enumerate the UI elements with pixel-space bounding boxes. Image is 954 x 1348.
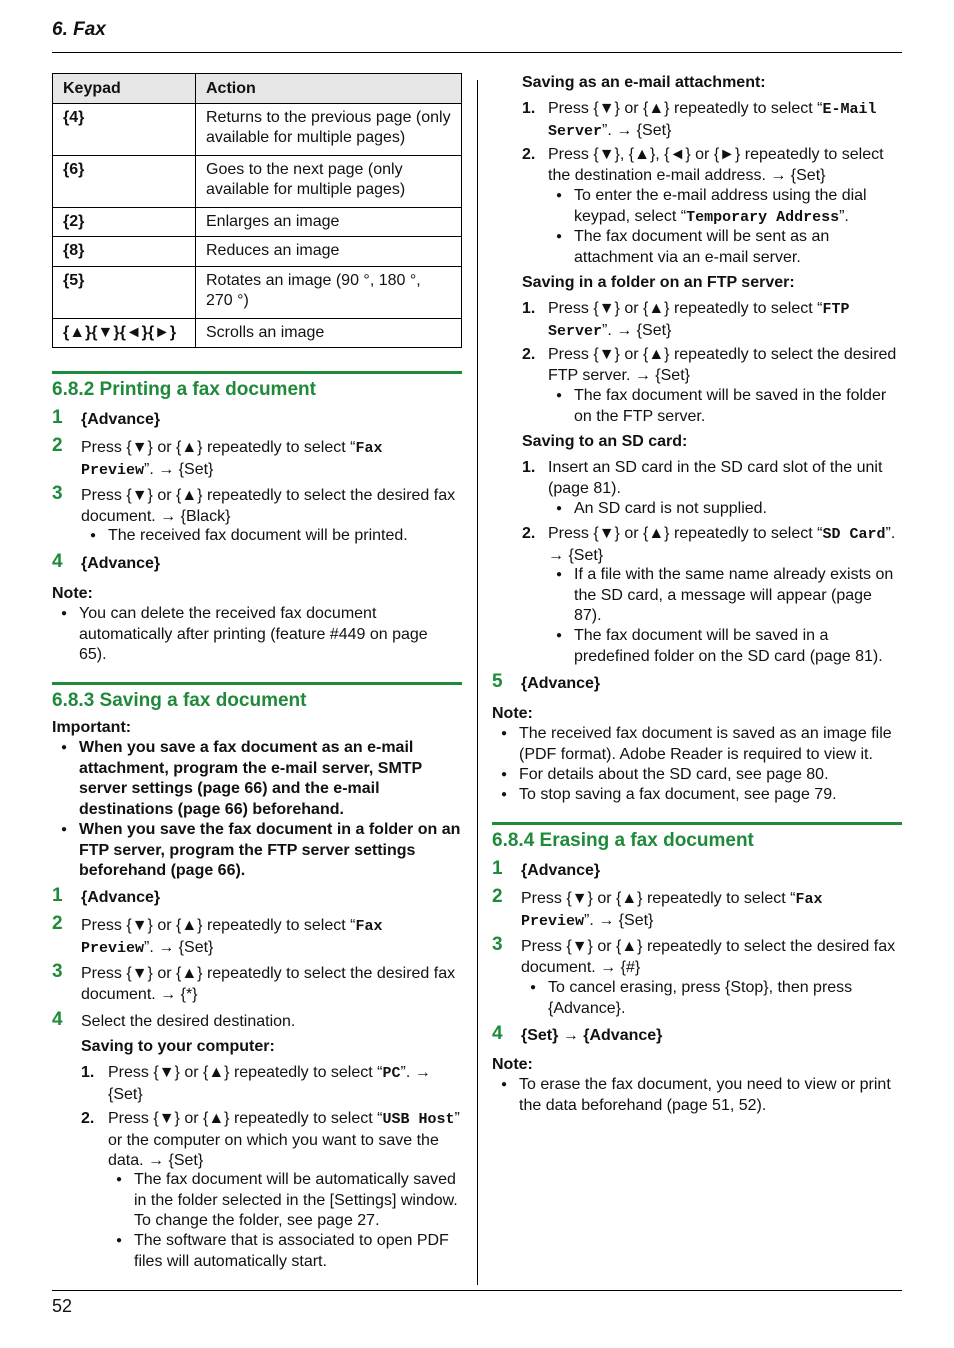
sd-bullet-2: ● If a file with the same name already exists on the SD card, a message will appear (page 87).	[574, 565, 902, 627]
substep-post: ”. → {Set}	[108, 1064, 431, 1103]
substep-text: Insert an SD card in the SD card slot of the unit (page 81).	[548, 459, 883, 497]
substep-number: 2.	[522, 146, 536, 163]
table-cell-key: {▲}{▼}{◄}{►}	[53, 318, 196, 348]
substep-pre: Press {▼} or {▲} repeatedly to select “	[548, 100, 823, 117]
saving-note-3: ● To stop saving a fax document, see page 79.	[519, 785, 902, 806]
saving-note-label: Note:	[492, 705, 533, 722]
substep-text	[108, 1109, 462, 1172]
step-text: {Set} → {Advance}	[521, 1027, 663, 1044]
column-divider	[477, 80, 478, 1285]
section-title-printing: 6.8.2 Printing a fax document	[52, 371, 462, 402]
keypad-action-table	[52, 73, 462, 348]
saving-note-1: ● The received fax document is saved as an image file (PDF format). Adobe Reader is required to view it.	[519, 724, 902, 765]
step-number: 3	[52, 961, 63, 982]
step-number: 2	[492, 886, 503, 907]
header-rule	[52, 52, 902, 53]
substep-number: 2.	[522, 346, 536, 363]
step-number: 5	[492, 671, 503, 692]
step-text-post: ”. → {Set}	[144, 938, 214, 956]
page-section-header: 6. Fax	[52, 19, 106, 40]
section-title-erasing: 6.8.4 Erasing a fax document	[492, 822, 902, 853]
section-title-saving: 6.8.3 Saving a fax document	[52, 682, 462, 713]
step-number: 4	[492, 1023, 503, 1044]
substep-number: 1.	[81, 1064, 95, 1081]
important-item-2: ● When you save the fax document in a folder on an FTP server, program the FTP server settings beforehand (page 66).	[79, 820, 462, 882]
table-cell-key: {8}	[53, 237, 196, 267]
menu-name: USB Host	[382, 1111, 455, 1128]
table-cell-action: Scrolls an image	[196, 318, 462, 348]
email-bullet-2: ● The fax document will be sent as an attachment via an e-mail server.	[574, 227, 902, 268]
step-number: 2	[52, 913, 63, 934]
erasing-step-3-bullet: ● To cancel erasing, press {Stop}, then press {Advance}.	[548, 978, 902, 1019]
table-cell-key: {2}	[53, 207, 196, 237]
table-row	[53, 237, 462, 267]
step-text	[81, 916, 461, 959]
substep-text: Press {▼}, {▲}, {◄} or {►} repeatedly to select the destination e-mail address. → {Set}	[548, 146, 884, 184]
step-text-pre: Press {▼} or {▲} repeatedly to select “	[81, 439, 356, 456]
step-text: Press {▼} or {▲} repeatedly to select the desired fax document. → {*}	[81, 965, 456, 1003]
menu-name: Fax Preview	[81, 918, 383, 957]
step-number: 1	[52, 407, 63, 428]
menu-name: Temporary Address	[686, 208, 840, 226]
ftp-bullet-1: ● The fax document will be saved in the folder on the FTP server.	[574, 386, 902, 427]
table-cell-action: Rotates an image (90 °, 180 °, 270 °)	[196, 266, 462, 318]
table-cell-action: Enlarges an image	[196, 207, 462, 237]
step-number: 1	[492, 858, 503, 879]
table-row	[53, 155, 462, 207]
saving-email-label: Saving as an e-mail attachment:	[522, 74, 766, 91]
table-header-action: Action	[196, 74, 462, 104]
footer-rule	[52, 1290, 902, 1291]
erasing-note-label: Note:	[492, 1056, 533, 1073]
step-text: {Advance}	[521, 675, 601, 692]
bullet-post: ”.	[839, 207, 849, 225]
substep-number: 2.	[81, 1110, 95, 1127]
printing-note: ● You can delete the received fax document automatically after printing (feature #449 on page 65).	[79, 604, 459, 666]
printing-step-3-bullet: ● The received fax document will be printed.	[108, 526, 462, 547]
step-text: Press {▼} or {▲} repeatedly to select the desired fax document. → {Black}	[81, 487, 456, 525]
menu-name: SD Card	[822, 526, 886, 543]
saving-sd-label: Saving to an SD card:	[522, 433, 688, 450]
step-text-post: ”. → {Set}	[144, 460, 214, 478]
substep-post: ”. → {Set}	[548, 525, 896, 564]
substep-pre: Press {▼} or {▲} repeatedly to select “	[548, 300, 823, 317]
table-cell-action: Reduces an image	[196, 237, 462, 267]
step-number: 3	[52, 483, 63, 504]
substep-text	[108, 1063, 462, 1105]
substep-post: ” or the computer on which you want to save the data. → {Set}	[108, 1110, 460, 1169]
bullet-pre: To enter the e-mail address using the dial keypad, select “	[574, 187, 867, 225]
computer-bullet-2: ● The software that is associated to open PDF files will automatically start.	[134, 1231, 462, 1272]
menu-name: E-Mail Server	[548, 101, 877, 140]
substep-post: ”. → {Set}	[602, 321, 672, 339]
printing-note-label: Note:	[52, 585, 93, 602]
step-number: 1	[52, 885, 63, 906]
step-text: Select the desired destination.	[81, 1013, 296, 1030]
table-row	[53, 318, 462, 348]
step-text-pre: Press {▼} or {▲} repeatedly to select “	[521, 890, 796, 907]
table-cell-key: {5}	[53, 266, 196, 318]
email-bullet-1	[574, 186, 902, 228]
step-number: 4	[52, 1009, 63, 1030]
substep-number: 1.	[522, 300, 536, 317]
step-text	[81, 438, 461, 481]
table-header-keypad: Keypad	[53, 74, 196, 104]
substep-pre: Press {▼} or {▲} repeatedly to select “	[548, 525, 823, 542]
substep-text	[548, 524, 902, 566]
saving-note-2: ● For details about the SD card, see page 80.	[519, 765, 902, 786]
saving-ftp-label: Saving in a folder on an FTP server:	[522, 274, 795, 291]
table-cell-action: Goes to the next page (only available for multiple pages)	[196, 155, 462, 207]
substep-number: 2.	[522, 525, 536, 542]
step-text: {Advance}	[81, 411, 161, 428]
menu-name: Fax Preview	[81, 440, 383, 479]
menu-name: PC	[382, 1065, 401, 1082]
substep-text	[548, 299, 902, 342]
substep-pre: Press {▼} or {▲} repeatedly to select “	[108, 1064, 383, 1081]
table-row	[53, 266, 462, 318]
table-cell-key: {4}	[53, 103, 196, 155]
table-row	[53, 103, 462, 155]
step-text: {Advance}	[81, 555, 161, 572]
step-text	[521, 889, 901, 932]
substep-pre: Press {▼} or {▲} repeatedly to select “	[108, 1110, 383, 1127]
menu-name: Fax Preview	[521, 891, 823, 930]
important-label: Important:	[52, 719, 132, 736]
step-text: {Advance}	[81, 889, 161, 906]
computer-bullet-1: ● The fax document will be automatically saved in the folder selected in the [Settings] window. To change the folder, see page 27.	[134, 1170, 462, 1232]
step-text-post: ”. → {Set}	[584, 911, 654, 929]
step-text-pre: Press {▼} or {▲} repeatedly to select “	[81, 917, 356, 934]
erasing-note: ● To erase the fax document, you need to view or print the data beforehand (page 51, 52).	[519, 1075, 902, 1116]
step-number: 2	[52, 435, 63, 456]
table-cell-key: {6}	[53, 155, 196, 207]
substep-number: 1.	[522, 459, 536, 476]
step-text: {Advance}	[521, 862, 601, 879]
important-item-1: ● When you save a fax document as an e-mail attachment, program the e-mail server, SMTP server settings (page 66) and the e-mail destinations (page 66) beforehand.	[79, 738, 462, 820]
substep-text	[548, 99, 902, 142]
sd-bullet-1: ● An SD card is not supplied.	[574, 499, 902, 520]
saving-computer-label: Saving to your computer:	[81, 1038, 275, 1055]
table-row	[53, 207, 462, 237]
substep-number: 1.	[522, 100, 536, 117]
sd-bullet-3: ● The fax document will be saved in a predefined folder on the SD card (page 81).	[574, 626, 902, 667]
substep-post: ”. → {Set}	[602, 121, 672, 139]
step-number: 3	[492, 934, 503, 955]
table-cell-action: Returns to the previous page (only available for multiple pages)	[196, 103, 462, 155]
substep-text: Press {▼} or {▲} repeatedly to select the desired FTP server. → {Set}	[548, 346, 897, 384]
step-number: 4	[52, 551, 63, 572]
menu-name: FTP Server	[548, 301, 850, 340]
step-text: Press {▼} or {▲} repeatedly to select the desired fax document. → {#}	[521, 938, 896, 976]
page-number: 52	[52, 1296, 73, 1316]
